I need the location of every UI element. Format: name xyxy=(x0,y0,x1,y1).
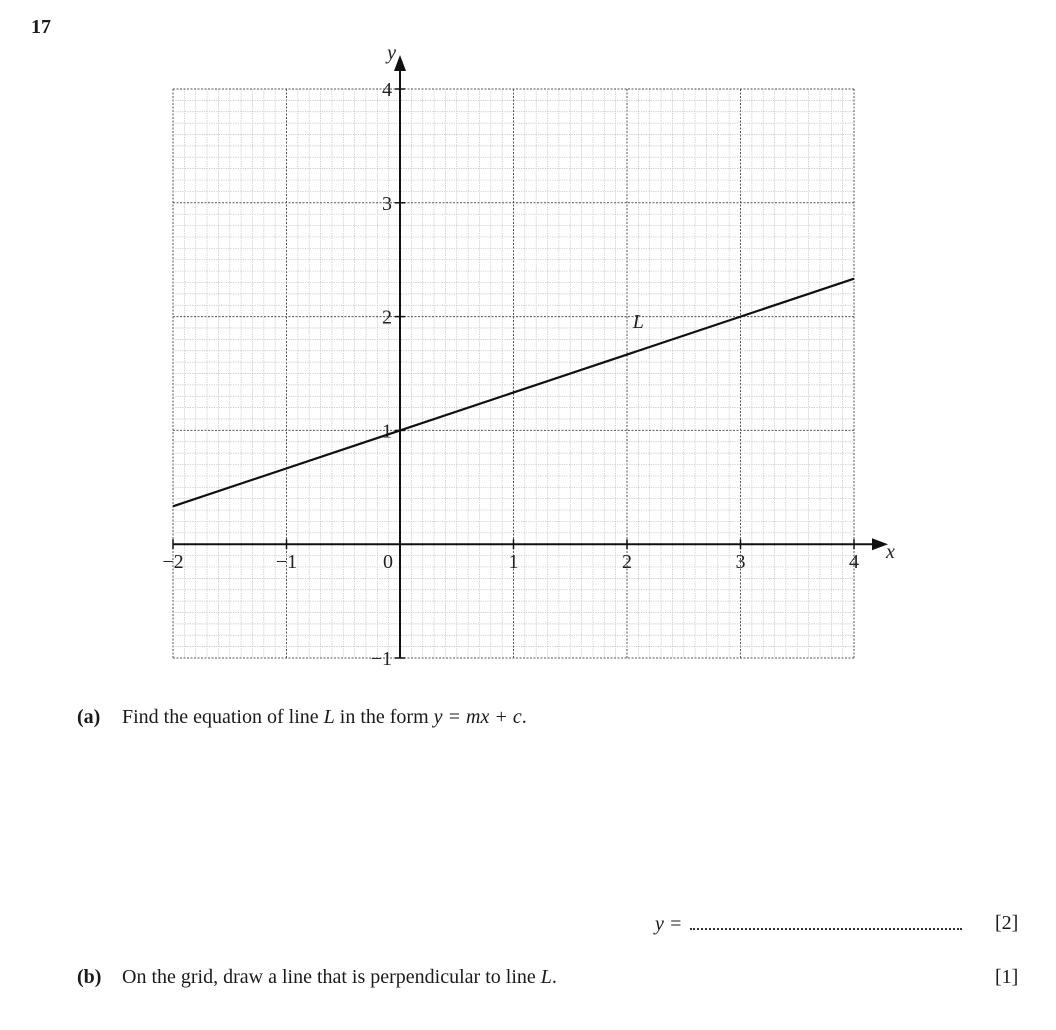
x-tick-label: −1 xyxy=(275,551,298,574)
line-L-label: L xyxy=(632,310,644,333)
y-tick-label: 4 xyxy=(382,79,392,101)
x-tick-label: −2 xyxy=(162,551,184,574)
answer-dotted-line[interactable] xyxy=(690,912,962,930)
part-a-equation: y = mx + c xyxy=(433,706,522,728)
part-a-label: (a) xyxy=(77,706,101,728)
y-tick-label: 3 xyxy=(382,192,392,215)
part-a-text-mid: in the form xyxy=(334,706,434,728)
y-tick-label: 1 xyxy=(382,420,392,443)
part-a-line-name: L xyxy=(323,706,335,728)
part-b-text-suffix: . xyxy=(551,966,557,988)
part-a-text-prefix: Find the equation of line xyxy=(122,706,324,728)
part-a-answer-line[interactable] xyxy=(655,912,962,936)
x-tick-label: 2 xyxy=(622,551,632,574)
x-axis-label: x xyxy=(886,541,895,564)
x-tick-label: 0 xyxy=(383,551,393,574)
y-axis-label: y xyxy=(387,42,396,64)
answer-prefix: y = xyxy=(655,913,683,935)
part-b-text-prefix: On the grid, draw a line that is perpendicular to line xyxy=(122,966,541,988)
part-b-line-name: L xyxy=(540,966,552,988)
part-b-question xyxy=(122,966,557,989)
part-a-text-suffix: . xyxy=(521,706,527,728)
y-tick-label: −1 xyxy=(370,648,392,670)
part-a-question xyxy=(122,706,527,729)
part-b-label: (b) xyxy=(77,966,102,988)
y-tick-label: 2 xyxy=(382,306,392,329)
part-a-marks: [2] xyxy=(995,912,1019,934)
x-tick-label: 1 xyxy=(508,551,519,574)
x-tick-label: 3 xyxy=(735,551,746,574)
question-number: 17 xyxy=(31,16,51,38)
x-tick-label: 4 xyxy=(849,551,859,574)
part-b-marks: [1] xyxy=(995,966,1019,988)
